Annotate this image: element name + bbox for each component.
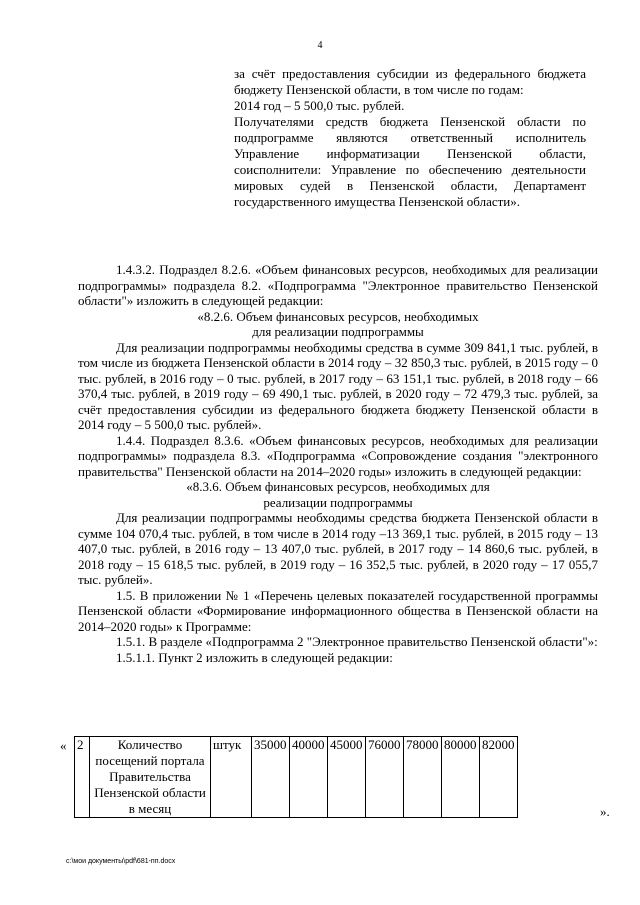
table-cell: 76000 (366, 737, 404, 818)
section-heading: «8.2.6. Объем финансовых ресурсов, необходимых (197, 308, 479, 324)
section-heading: реализации подпрограммы (263, 494, 413, 510)
quote-close: ». (600, 804, 610, 819)
paragraph: 1.5. В приложении № 1 «Перечень целевых показателей государственной программы Пензенской области «Формирование информационного общества в Пензенской области на 2014–2020 годы» к Программе: (78, 587, 598, 634)
paragraph: Для реализации подпрограммы необходимы средства бюджета Пензенской области в сумме 104 070,4 тыс. рублей, в том числе в 2014 году –13 369,1 тыс. рублей, в 2015 году – 13 407,0 тыс. рублей, в 2016 году – 13 407,0 тыс. рублей, в 2017 году – 14 860,6 тыс. рублей, в 2018 году – 15 618,5 тыс. рублей, в 2019 году – 16 352,5 тыс. рублей, в 2020 году – 17 055,7 тыс. рублей». (78, 510, 598, 587)
section-heading: для реализации подпрограммы (252, 324, 424, 339)
table-cell: 80000 (442, 737, 480, 818)
section-heading: «8.3.6. Объем финансовых ресурсов, необходимых для (186, 479, 490, 494)
quote-open: « (60, 738, 67, 753)
paragraph: за счёт предоставления субсидии из федерального бюджета бюджету Пензенской области, в том числе по годам: (234, 66, 586, 97)
paragraph: 1.5.1. В разделе «Подпрограмма 2 "Электронное правительство Пензенской области"»: (116, 634, 598, 649)
document-body (78, 262, 598, 665)
page-number: 4 (317, 40, 323, 51)
paragraph: 1.4.4. Подраздел 8.3.6. «Объем финансовых ресурсов, необходимых для реализации подпрограммы» подраздела 8.3. «Подпрограмма «Сопровождение создания "электронного правительства" Пензенской области на 2014–2020 годы» изложить в следующей редакции: (78, 432, 598, 479)
table-cell: Количество посещений портала Правительства Пензенской области в месяц (90, 737, 211, 818)
paragraph: 1.4.3.2. Подраздел 8.2.6. «Объем финансовых ресурсов, необходимых для реализации подпрограммы» подраздела 8.2. «Подпрограмма "Электронное правительство Пензенской области"» изложить в следующей редакции: (78, 262, 598, 308)
paragraph: Для реализации подпрограммы необходимы средства в сумме 309 841,1 тыс. рублей, в том числе из бюджета Пензенской области в 2014 году – 32 850,3 тыс. рублей, в 2015 году – 0 тыс. рублей, в 2016 году – 0 тыс. рублей, в 2017 году – 63 151,1 тыс. рублей, в 2018 году – 66 370,4 тыс. рублей, в 2019 году – 69 490,1 тыс. рублей, в 2020 году – 72 479,3 тыс. рублей, за счёт предоставления субсидии из федерального бюджета бюджету Пензенской области в 2014 году – 5 500,0 тыс. рублей». (78, 339, 598, 432)
table-cell: 82000 (480, 737, 518, 818)
table-cell: 78000 (404, 737, 442, 818)
table-cell: 2 (75, 737, 90, 818)
paragraph: Получателями средств бюджета Пензенской области по подпрограмме являются ответственный исполнитель Управление информатизации Пензенской области, соисполнители: Управление по обеспечению деятельности мировых судей в Пензенской области, Департамент государственного имущества Пензенской области». (234, 114, 586, 209)
table-row (75, 737, 518, 818)
table-cell: штук (211, 737, 252, 818)
paragraph: 1.5.1.1. Пункт 2 изложить в следующей редакции: (116, 649, 393, 665)
table-cell: 35000 (252, 737, 290, 818)
table-cell: 40000 (290, 737, 328, 818)
paragraph: 2014 год – 5 500,0 тыс. рублей. (234, 98, 405, 113)
continued-text-block (234, 66, 586, 210)
file-path-footer: c:\мои документы\pdf\681-пп.docx (66, 858, 176, 865)
table-cell: 45000 (328, 737, 366, 818)
indicator-table (74, 736, 518, 818)
